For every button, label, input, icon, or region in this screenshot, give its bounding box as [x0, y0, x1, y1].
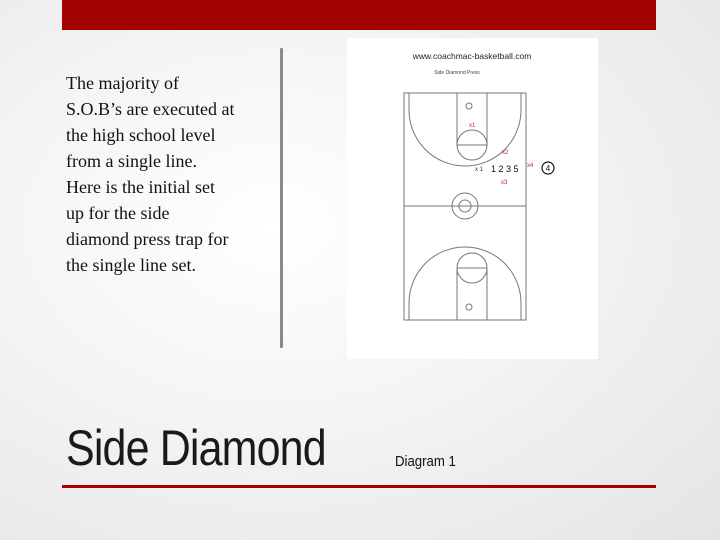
bottom-accent-line — [62, 485, 656, 488]
diagram-website: www.coachmac-basketball.com — [412, 51, 532, 61]
court-lines — [404, 93, 526, 320]
diagram-subtitle: Side Diamond Press — [434, 70, 480, 76]
slide-title: Side Diamond — [66, 420, 326, 476]
player-x4: x4 — [527, 163, 534, 169]
vertical-divider — [280, 48, 283, 348]
player-x1-top: x1 — [469, 123, 476, 129]
offense-line: 1 2 3 5 — [491, 164, 519, 174]
court-diagram — [347, 38, 598, 359]
player-x1-left: x 1 — [475, 167, 484, 173]
player-x2: x2 — [502, 150, 509, 156]
court-svg — [347, 38, 598, 359]
diagram-caption: Diagram 1 — [395, 453, 456, 470]
inbounder-label: 4 — [545, 164, 551, 173]
player-x3: x3 — [501, 180, 508, 186]
body-text: The majority of S.O.B’s are executed at the high school level from a single line. Here is the initial set up for the side diamond press trap for the single line set. — [66, 73, 235, 275]
top-accent-bar — [62, 0, 656, 30]
defense-players — [469, 123, 534, 186]
